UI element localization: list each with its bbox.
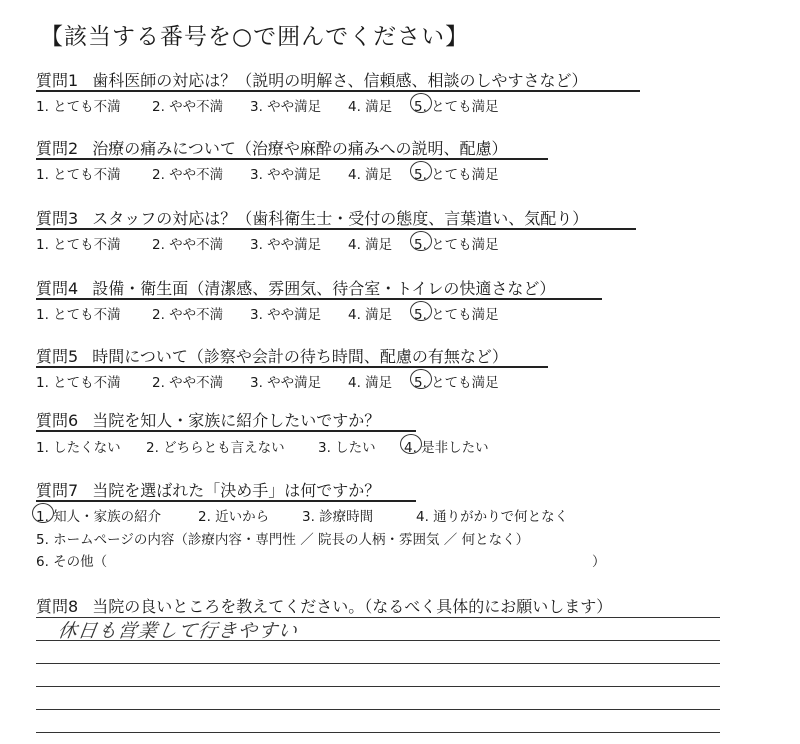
option-1[interactable]: 1. とても不満: [36, 375, 121, 391]
option-2[interactable]: 2. やや不満: [152, 375, 224, 391]
question-number: 質問4: [36, 279, 79, 298]
option-1[interactable]: 1. とても不満: [36, 237, 121, 253]
question-number: 質問3: [36, 209, 79, 228]
question-underline: [36, 366, 548, 368]
question-8: [36, 594, 612, 617]
question-text: 時間について（診察や会計の待ち時間、配慮の有無など）: [92, 347, 508, 366]
question-number: 質問8: [36, 597, 79, 616]
option-5[interactable]: 5. とても満足: [414, 303, 499, 323]
question-underline: [36, 430, 416, 432]
option-2[interactable]: 2. どちらとも言えない: [146, 440, 285, 456]
answer-line: [36, 640, 720, 641]
q7-option-6[interactable]: 6. その他（: [36, 554, 108, 570]
option-3[interactable]: 3. やや満足: [250, 167, 322, 183]
option-5[interactable]: 5. とても満足: [414, 95, 499, 115]
answer-line: [36, 732, 720, 733]
question-underline: [36, 90, 640, 92]
option-1[interactable]: 1. 知人・家族の紹介: [36, 505, 161, 525]
question-6: [36, 408, 380, 431]
question-number: 質問6: [36, 411, 79, 430]
option-3[interactable]: 3. 診療時間: [302, 509, 374, 525]
question-3: [36, 206, 588, 229]
question-number: 質問1: [36, 71, 79, 90]
answer-line: [36, 686, 720, 687]
question-text: 歯科医師の対応は？（説明の明解さ、信頼感、相談のしやすさなど）: [92, 71, 588, 90]
option-3[interactable]: 3. やや満足: [250, 99, 322, 115]
option-4[interactable]: 4. 満足: [348, 99, 393, 115]
option-2[interactable]: 2. やや不満: [152, 307, 224, 323]
handwritten-answer[interactable]: 休日も営業して行きやすい: [56, 620, 300, 642]
survey-title: 【該当する番号を○で囲んでください】: [40, 24, 470, 50]
option-3[interactable]: 3. やや満足: [250, 375, 322, 391]
answer-line: [36, 663, 720, 664]
question-text: 当院の良いところを教えてください。（なるべく具体的にお願いします）: [92, 597, 613, 616]
q7-option-5[interactable]: 5. ホームページの内容（診療内容・専門性 ／ 院長の人柄・雰囲気 ／ 何となく）: [36, 532, 530, 548]
option-3[interactable]: 3. したい: [318, 440, 376, 456]
question-text: 当院を知人・家族に紹介したいですか？: [92, 411, 381, 430]
question-text: スタッフの対応は？（歯科衛生士・受付の態度、言葉遣い、気配り）: [92, 209, 589, 228]
option-5[interactable]: 5. とても満足: [414, 163, 499, 183]
question-7: [36, 478, 380, 501]
answer-line: [36, 709, 720, 710]
question-text: 当院を選ばれた「決め手」は何ですか？: [92, 481, 381, 500]
option-4[interactable]: 4. 満足: [348, 375, 393, 391]
option-2[interactable]: 2. 近いから: [198, 509, 270, 525]
option-4[interactable]: 4. 是非したい: [404, 436, 489, 456]
option-1[interactable]: 1. とても不満: [36, 307, 121, 323]
option-5[interactable]: 5. とても満足: [414, 371, 499, 391]
q7-option-6-close: ）: [592, 554, 606, 570]
option-1[interactable]: 1. とても不満: [36, 99, 121, 115]
question-underline: [36, 158, 548, 160]
option-1[interactable]: 1. したくない: [36, 440, 121, 456]
question-4: [36, 276, 555, 299]
question-underline: [36, 228, 636, 230]
question-underline: [36, 298, 602, 300]
question-5: [36, 344, 508, 367]
question-number: 質問5: [36, 347, 79, 366]
option-4[interactable]: 4. 満足: [348, 307, 393, 323]
question-underline: [36, 500, 416, 502]
question-text: 設備・衛生面（清潔感、雰囲気、待合室・トイレの快適さなど）: [92, 279, 556, 298]
option-4[interactable]: 4. 満足: [348, 167, 393, 183]
option-2[interactable]: 2. やや不満: [152, 237, 224, 253]
question-1: [36, 68, 588, 91]
option-3[interactable]: 3. やや満足: [250, 307, 322, 323]
option-3[interactable]: 3. やや満足: [250, 237, 322, 253]
option-2[interactable]: 2. やや不満: [152, 167, 224, 183]
question-number: 質問2: [36, 139, 79, 158]
answer-line: [36, 617, 720, 618]
question-number: 質問7: [36, 481, 79, 500]
option-2[interactable]: 2. やや不満: [152, 99, 224, 115]
option-4[interactable]: 4. 満足: [348, 237, 393, 253]
option-1[interactable]: 1. とても不満: [36, 167, 121, 183]
option-5[interactable]: 5. とても満足: [414, 233, 499, 253]
question-text: 治療の痛みについて（治療や麻酔の痛みへの説明、配慮）: [92, 139, 508, 158]
option-4[interactable]: 4. 通りがかりで何となく: [416, 509, 569, 525]
question-2: [36, 136, 508, 159]
